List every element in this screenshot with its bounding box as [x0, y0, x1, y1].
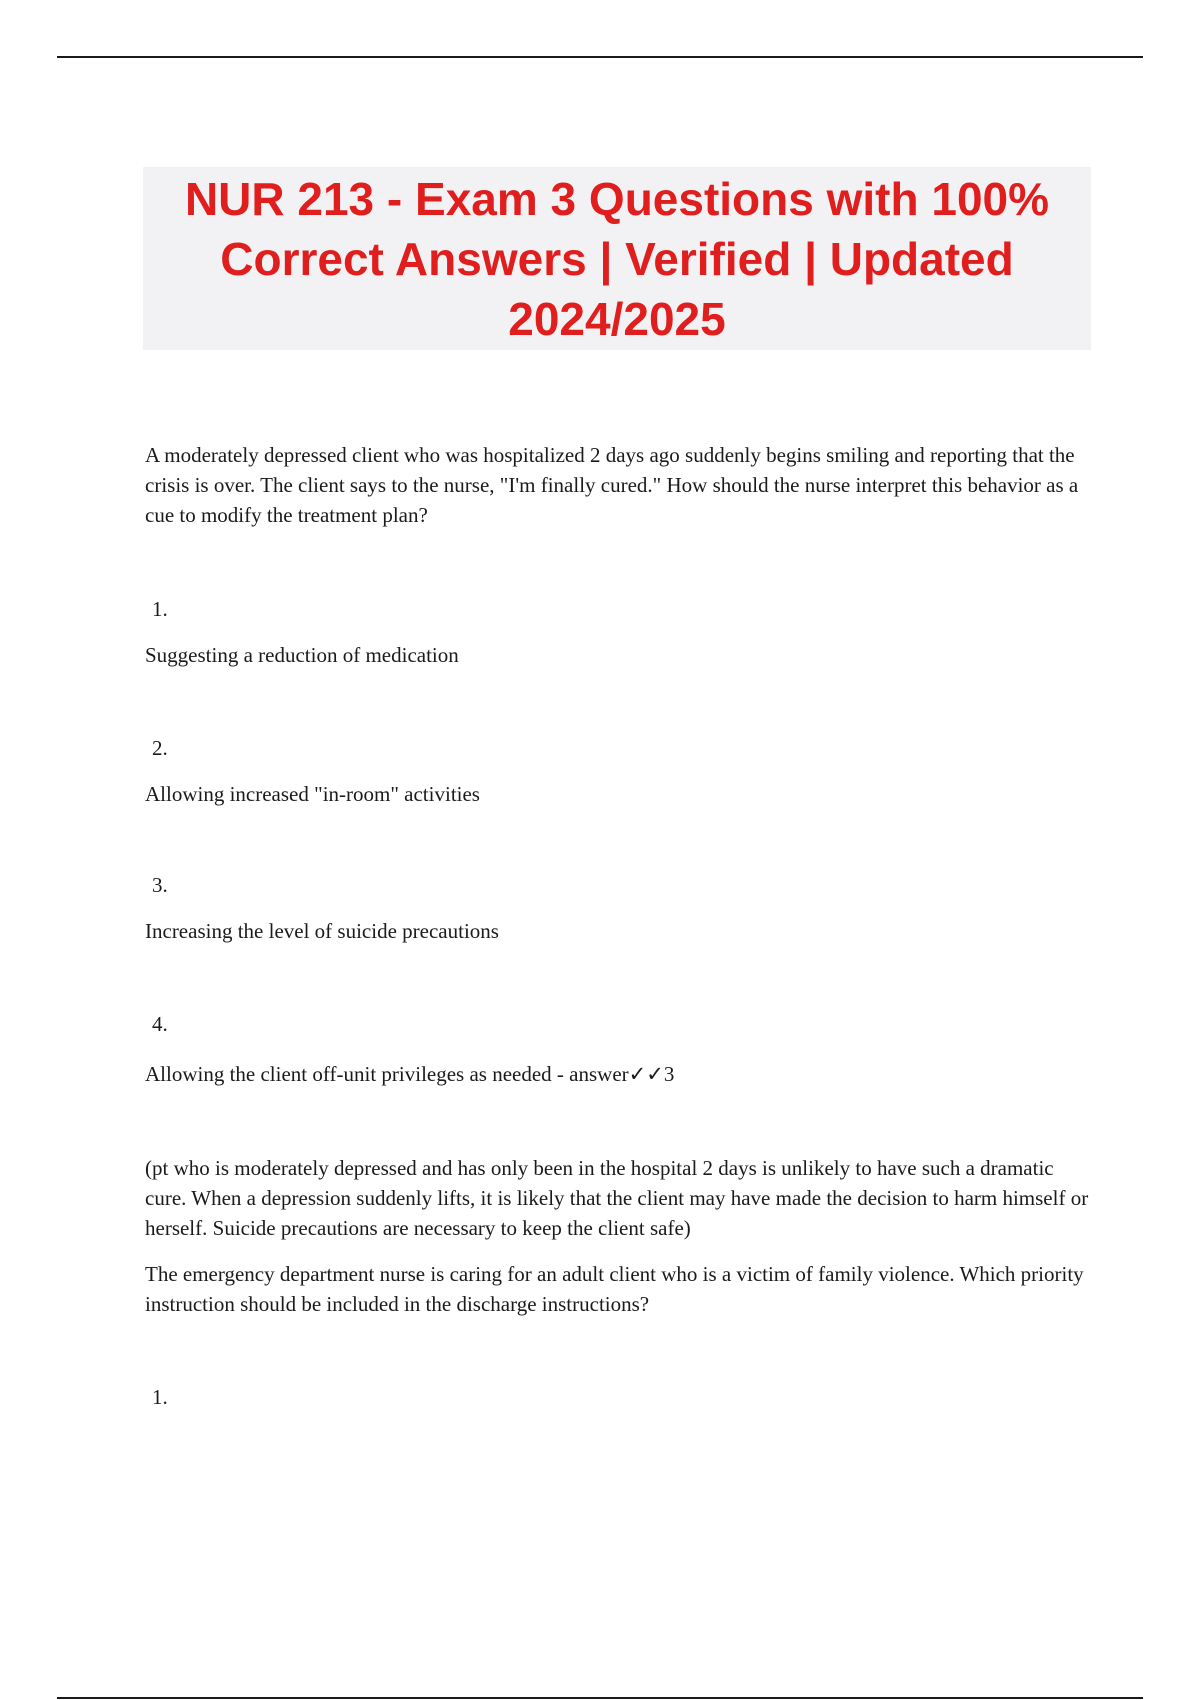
title-banner	[143, 167, 1091, 350]
header-rule	[57, 56, 1143, 58]
document-title: NUR 213 - Exam 3 Questions with 100% Correct Answers | Verified | Updated 2024/2025	[184, 172, 1050, 345]
question-1-option-1-number: 1.	[152, 597, 168, 621]
question-1-option-4-text: Allowing the client off-unit privileges as needed - answer✓✓3	[145, 1062, 675, 1086]
question-2-option-1-number: 1.	[152, 1385, 168, 1409]
question-1-option-3-text: Increasing the level of suicide precautions	[145, 919, 499, 943]
question-1-option-2-text: Allowing increased "in-room" activities	[145, 782, 480, 806]
question-1-option-3-number: 3.	[152, 873, 168, 897]
question-1-rationale: (pt who is moderately depressed and has only been in the hospital 2 days is unlikely to have such a dramatic cure. When a depression suddenly lifts, it is likely that the client may have made the decision to harm himself or herself. Suicide precautions are necessary to keep the client safe)	[145, 1156, 1089, 1240]
question-1-option-1-text: Suggesting a reduction of medication	[145, 643, 459, 667]
question-1-stem: A moderately depressed client who was hospitalized 2 days ago suddenly begins smiling and reporting that the crisis is over. The client says to the nurse, "I'm finally cured." How should the nurse interpret this behavior as a cue to modify the treatment plan?	[145, 443, 1079, 527]
question-1-option-4-number: 4.	[152, 1012, 168, 1036]
question-1-option-2-number: 2.	[152, 736, 168, 760]
question-2-stem: The emergency department nurse is caring for an adult client who is a victim of family violence. Which priority instruction should be included in the discharge instructions?	[145, 1262, 1084, 1316]
footer-rule	[57, 1697, 1143, 1699]
